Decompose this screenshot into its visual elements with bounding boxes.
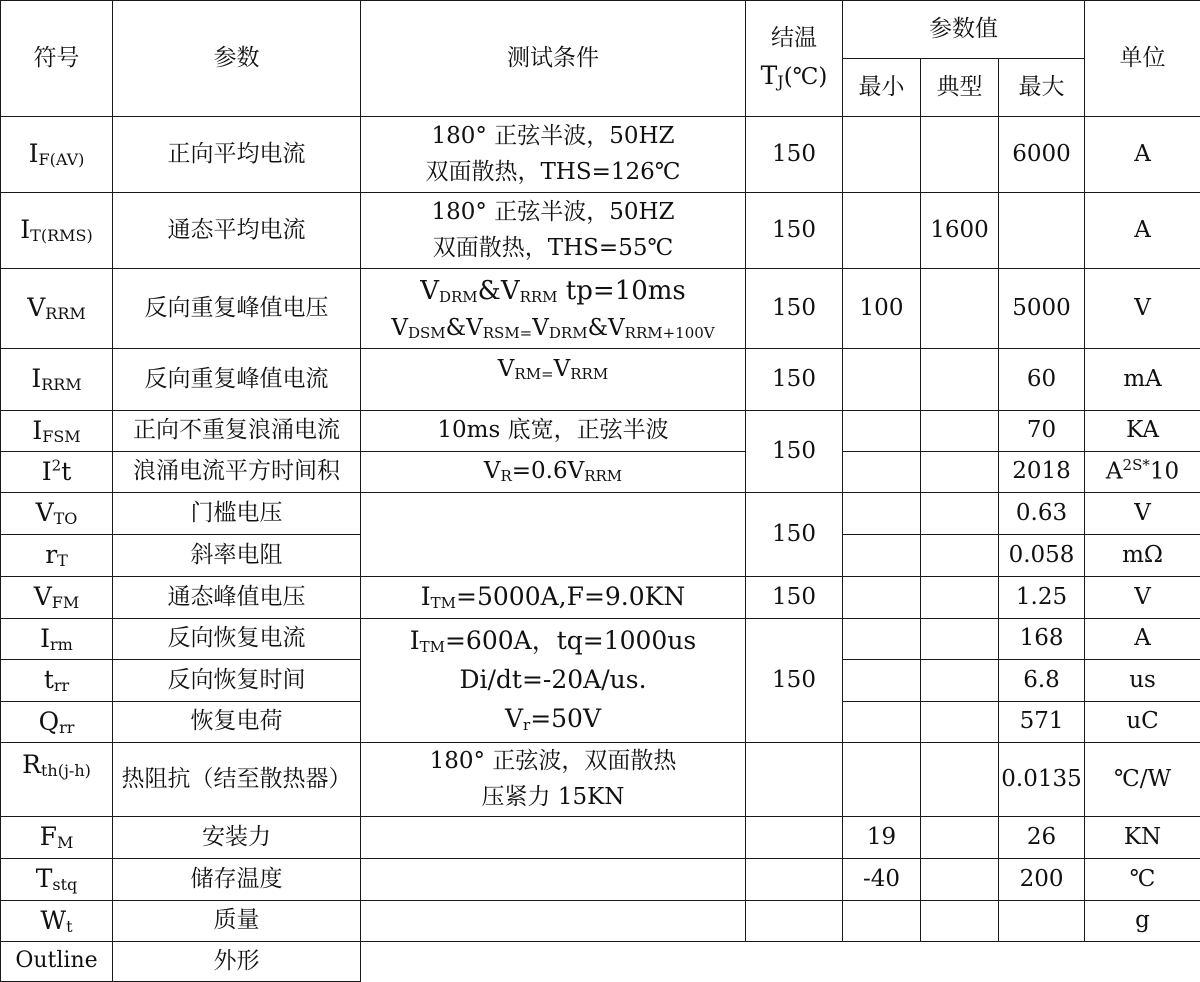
row-unit: V — [1085, 493, 1200, 535]
row-condition — [361, 493, 746, 577]
row-symbol: $W_t$ — [1, 901, 113, 942]
row-typ: 1600 — [921, 193, 999, 269]
row-typ — [921, 493, 999, 535]
row-min — [843, 452, 921, 493]
row-typ — [921, 702, 999, 743]
header-parameter: 参数 — [113, 1, 361, 117]
table-row — [1, 493, 1200, 535]
row-max: 6000 — [999, 117, 1085, 193]
table-row — [1, 349, 1200, 411]
header-row — [1, 1, 1200, 59]
table-row — [1, 193, 1200, 269]
row-min — [843, 535, 921, 577]
table-row — [1, 619, 1200, 660]
row-typ — [921, 817, 999, 859]
row-unit: V — [1085, 577, 1200, 619]
row-typ — [921, 452, 999, 493]
row-symbol: $I_{T(RMS)}$ — [1, 193, 113, 269]
row-typ — [921, 660, 999, 702]
row-typ — [921, 535, 999, 577]
row-parameter: 质量 — [113, 901, 361, 942]
row-symbol: $V_{FM}$ — [1, 577, 113, 619]
table-row — [1, 743, 1200, 817]
row-max: 0.058 — [999, 535, 1085, 577]
header-junction-temp: 结温 $T_J(℃)$ — [746, 1, 843, 117]
table-row — [1, 452, 1200, 493]
row-tj: 150 — [746, 619, 843, 743]
row-condition: $V_{RM=}V_{RRM}$ — [361, 349, 746, 411]
row-min — [843, 702, 921, 743]
row-typ — [921, 859, 999, 901]
row-max — [999, 901, 1085, 942]
row-condition — [361, 817, 746, 859]
row-symbol: Outline — [1, 942, 113, 982]
row-unit: ℃ — [1085, 859, 1200, 901]
row-unit: V — [1085, 269, 1200, 349]
header-symbol: 符号 — [1, 1, 113, 117]
row-unit: mA — [1085, 349, 1200, 411]
row-condition: 180° 正弦半波，50HZ 双面散热，THS=55℃ — [361, 193, 746, 269]
row-min — [843, 660, 921, 702]
row-symbol: $F_M$ — [1, 817, 113, 859]
row-unit: uC — [1085, 702, 1200, 743]
table-row — [1, 577, 1200, 619]
row-condition: 180° 正弦半波，50HZ 双面散热，THS=126℃ — [361, 117, 746, 193]
header-values: 参数值 — [843, 1, 1085, 59]
row-typ — [921, 743, 999, 817]
row-max: 0.63 — [999, 493, 1085, 535]
row-typ — [921, 349, 999, 411]
row-tj — [746, 817, 843, 859]
row-min — [843, 193, 921, 269]
header-condition: 测试条件 — [361, 1, 746, 117]
row-max: 200 — [999, 859, 1085, 901]
row-max: 26 — [999, 817, 1085, 859]
outline-area — [361, 942, 1200, 982]
row-symbol: $T_{stq}$ — [1, 859, 113, 901]
row-unit: us — [1085, 660, 1200, 702]
row-tj — [746, 901, 843, 942]
table-row — [1, 942, 1200, 982]
row-typ — [921, 619, 999, 660]
row-min: 19 — [843, 817, 921, 859]
row-symbol: $t_{rr}$ — [1, 660, 113, 702]
row-unit: KA — [1085, 411, 1200, 452]
row-unit: mΩ — [1085, 535, 1200, 577]
row-symbol: $I^2t$ — [1, 452, 113, 493]
row-symbol: $I_{RRM}$ — [1, 349, 113, 411]
row-tj: 150 — [746, 493, 843, 577]
header-max: 最大 — [999, 59, 1085, 117]
row-symbol: $V_{TO}$ — [1, 493, 113, 535]
row-unit: g — [1085, 901, 1200, 942]
row-parameter: 正向不重复浪涌电流 — [113, 411, 361, 452]
row-unit: A — [1085, 193, 1200, 269]
row-parameter: 外形 — [113, 942, 361, 982]
row-parameter: 恢复电荷 — [113, 702, 361, 743]
row-parameter: 通态峰值电压 — [113, 577, 361, 619]
row-symbol: $R_{th(j-h)}$ — [1, 743, 113, 817]
row-min — [843, 577, 921, 619]
row-condition: 180° 正弦波，双面散热 压紧力 15KN — [361, 743, 746, 817]
row-typ — [921, 269, 999, 349]
row-min — [843, 743, 921, 817]
row-symbol: $r_T$ — [1, 535, 113, 577]
row-tj — [746, 743, 843, 817]
row-unit: A — [1085, 619, 1200, 660]
row-max — [999, 193, 1085, 269]
row-condition: $I_{TM}=5000A,F=9.0KN$ — [361, 577, 746, 619]
row-max: 70 — [999, 411, 1085, 452]
header-typ: 典型 — [921, 59, 999, 117]
row-typ — [921, 411, 999, 452]
row-symbol: $I_{F(AV)}$ — [1, 117, 113, 193]
row-tj: 150 — [746, 193, 843, 269]
table-row — [1, 817, 1200, 859]
row-min: 100 — [843, 269, 921, 349]
table-row — [1, 901, 1200, 942]
row-min — [843, 349, 921, 411]
row-parameter: 反向重复峰值电流 — [113, 349, 361, 411]
row-unit: $A^{2S*}10$ — [1085, 452, 1200, 493]
row-tj — [746, 859, 843, 901]
row-tj: 150 — [746, 411, 843, 493]
row-parameter: 反向重复峰值电压 — [113, 269, 361, 349]
row-condition: $V_R=0.6V_{RRM}$ — [361, 452, 746, 493]
table-row — [1, 269, 1200, 349]
row-max: 571 — [999, 702, 1085, 743]
row-unit: ℃/W — [1085, 743, 1200, 817]
row-parameter: 热阻抗（结至散热器） — [113, 743, 361, 817]
row-min — [843, 493, 921, 535]
row-parameter: 安装力 — [113, 817, 361, 859]
row-tj: 150 — [746, 349, 843, 411]
row-min — [843, 619, 921, 660]
row-symbol: $I_{rm}$ — [1, 619, 113, 660]
row-tj: 150 — [746, 577, 843, 619]
header-min: 最小 — [843, 59, 921, 117]
row-max: 1.25 — [999, 577, 1085, 619]
row-max: 2018 — [999, 452, 1085, 493]
row-unit: KN — [1085, 817, 1200, 859]
row-tj: 150 — [746, 117, 843, 193]
row-parameter: 门槛电压 — [113, 493, 361, 535]
row-typ — [921, 577, 999, 619]
table-row — [1, 411, 1200, 452]
row-max: 6.8 — [999, 660, 1085, 702]
row-min: -40 — [843, 859, 921, 901]
row-typ — [921, 901, 999, 942]
row-symbol: $V_{RRM}$ — [1, 269, 113, 349]
row-typ — [921, 117, 999, 193]
row-condition: 10ms 底宽，正弦半波 — [361, 411, 746, 452]
row-parameter: 浪涌电流平方时间积 — [113, 452, 361, 493]
row-max: 0.0135 — [999, 743, 1085, 817]
table-row — [1, 859, 1200, 901]
row-unit: A — [1085, 117, 1200, 193]
row-max: 168 — [999, 619, 1085, 660]
row-symbol: $I_{FSM}$ — [1, 411, 113, 452]
row-tj: 150 — [746, 269, 843, 349]
row-parameter: 通态平均电流 — [113, 193, 361, 269]
row-min — [843, 411, 921, 452]
row-parameter: 反向恢复电流 — [113, 619, 361, 660]
row-condition: $I_{TM}=600A$，tq=1000us Di/dt=-20A/us. $V_r=50V$ — [361, 619, 746, 743]
row-condition — [361, 859, 746, 901]
row-symbol: $Q_{rr}$ — [1, 702, 113, 743]
row-max: 60 — [999, 349, 1085, 411]
row-parameter: 正向平均电流 — [113, 117, 361, 193]
row-parameter: 储存温度 — [113, 859, 361, 901]
table-row — [1, 117, 1200, 193]
row-parameter: 反向恢复时间 — [113, 660, 361, 702]
row-condition: $V_{DRM}\&V_{RRM}$ tp=10ms $V_{DSM}\&V_{RSM=}V_{DRM}\&V_{RRM+100V}$ — [361, 269, 746, 349]
row-max: 5000 — [999, 269, 1085, 349]
header-unit: 单位 — [1085, 1, 1200, 117]
row-parameter: 斜率电阻 — [113, 535, 361, 577]
row-min — [843, 117, 921, 193]
row-condition — [361, 901, 746, 942]
row-min — [843, 901, 921, 942]
